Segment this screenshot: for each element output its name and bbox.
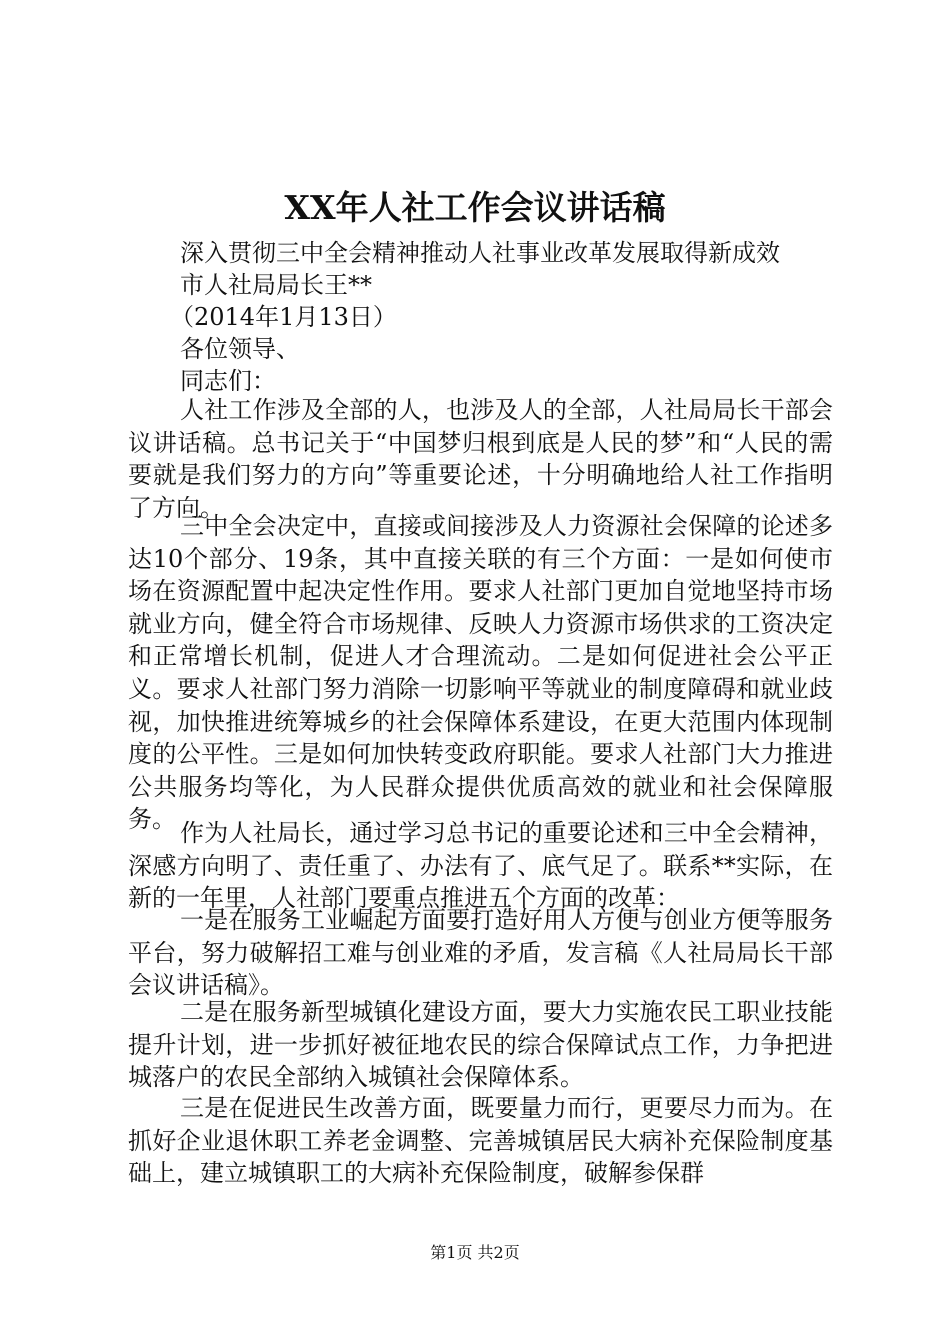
document-title: XX年人社工作会议讲话稿 [284, 188, 666, 227]
paragraph-reform-three: 三是在促进民生改善方面，既要量力而行，更要尽力而为。在抓好企业退休职工养老金调整、完善城镇居民大病补充保险制度基础上，建立城镇职工的大病补充保险制度，破解参保群 [128, 1094, 833, 1188]
paragraph-plenum: 三中全会决定中，直接或间接涉及人力资源社会保障的论述多达10个部分、19条，其中直接关联的有三个方面：一是如何使市场在资源配置中起决定性作用。要求人社部门更加自觉地坚持市场就业方向，健全符合市场规律、反映人力资源市场供求的工资决定和正常增长机制，促进人才合理流动。二是如何促进社会公平正义。要求人社部门努力消除一切影响平等就业的制度障碍和就业歧视，加快推进统筹城乡的社会保障体系建设，在更大范围内体现制度的公平性。三是如何加快转变政府职能。要求人社部门大力推进公共服务均等化，为人民群众提供优质高效的就业和社会保障服务。 [128, 512, 833, 834]
salutation-comrades: 同志们： [180, 367, 276, 395]
paragraph-intro: 人社工作涉及全部的人，也涉及人的全部，人社局局长干部会议讲话稿。总书记关于“中国梦归根到底是人民的梦”和“人民的需要就是我们努力的方向”等重要论述，十分明确地给人社工作指明了方向。 [128, 396, 833, 522]
date-line: （2014年1月13日） [170, 303, 397, 331]
paragraph-reform-two: 二是在服务新型城镇化建设方面，要大力实施农民工职业技能提升计划，进一步抓好被征地农民的综合保障试点工作，力争把进城落户的农民全部纳入城镇社会保障体系。 [128, 998, 833, 1092]
salutation-leaders: 各位领导、 [180, 335, 300, 363]
document-subtitle: 深入贯彻三中全会精神推动人社事业改革发展取得新成效 [180, 239, 780, 267]
speaker-line: 市人社局局长王** [180, 271, 372, 299]
page-number-footer: 第1页 共2页 [430, 1243, 520, 1262]
paragraph-reforms: 作为人社局长，通过学习总书记的重要论述和三中全会精神，深感方向明了、责任重了、办法有了、底气足了。联系**实际，在新的一年里，人社部门要重点推进五个方面的改革： [128, 819, 833, 913]
paragraph-reform-one: 一是在服务工业崛起方面要打造好用人方便与创业方便等服务平台，努力破解招工难与创业难的矛盾，发言稿《人社局局长干部会议讲话稿》。 [128, 906, 833, 1000]
